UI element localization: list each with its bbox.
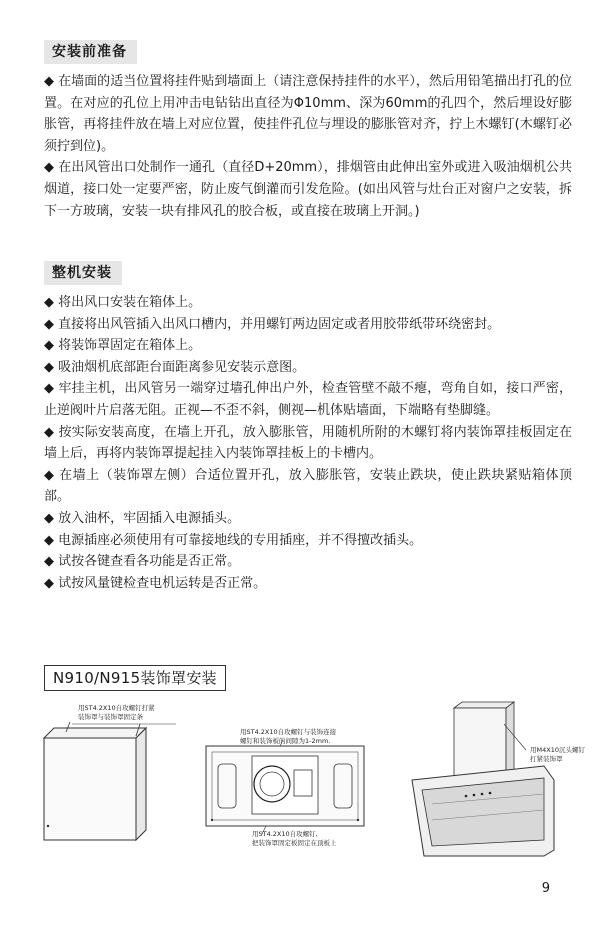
installation-text bbox=[44, 292, 572, 594]
bullet-item: ◆ 吸油烟机底部距台面距离参见安装示意图。 bbox=[44, 357, 572, 379]
bullet-item: ◆ 在出风管出口处制作一通孔（直径D+20mm），排烟管由此伸出室外或进入吸油烟机公共烟道，接口处一定要严密，防止废气倒灌而引发危险。(如出风管与灶台正对窗户之安装，拆下一方玻璃，安装一块有排风孔的胶合板，或直接在玻璃上开洞。) bbox=[44, 157, 572, 222]
bullet-item: ◆ 在墙面的适当位置将挂件贴到墙面上（请注意保持挂件的水平），然后用铅笔描出打孔的位置。在对应的孔位上用冲击电钻钻出直径为Φ10mm、深为60mm的孔四个，然后埋设好膨胀管，再将挂件放在墙上对应位置，使挂件孔位与埋设的膨胀管对齐，拧上木螺钉(木螺钉必须拧到位)。 bbox=[44, 71, 572, 157]
figure2-note-bottom: 用ST4.2X10自攻螺钉, 把装饰罩固定板固定在顶板上 bbox=[252, 830, 337, 847]
page-number: 9 bbox=[541, 881, 550, 896]
figure-cover-box bbox=[36, 700, 186, 850]
bullet-item: ◆ 将装饰罩固定在箱体上。 bbox=[44, 335, 572, 357]
figure3-note: 用M4X10沉头螺钉 打紧装饰罩 bbox=[530, 746, 585, 763]
section-title-preparation: 安装前准备 bbox=[44, 40, 137, 64]
bullet-item: ◆ 试按风量键检查电机运转是否正常。 bbox=[44, 573, 572, 595]
preparation-text bbox=[44, 71, 572, 222]
bullet-item: ◆ 电源插座必须使用有可靠接地线的专用插座，并不得擅改插头。 bbox=[44, 530, 572, 552]
bullet-item: ◆ 直接将出风管插入出风口槽内，并用螺钉两边固定或者用胶带纸带环绕密封。 bbox=[44, 314, 572, 336]
bullet-item: ◆ 牢挂主机，出风管另一端穿过墙孔伸出户外，检查管壁不敲不瘪，弯角自如，接口严密，止逆阀叶片启落无阻。正视—不歪不斜，侧视—机体贴墙面，下端略有垫脚缝。 bbox=[44, 378, 572, 421]
bullet-item: ◆ 放入油杯，牢固插入电源插头。 bbox=[44, 508, 572, 530]
bullet-item: ◆ 按实际安装高度，在墙上开孔，放入膨胀管，用随机所附的木螺钉将内装饰罩挂板固定在墙上后，再将内装饰罩提起挂入内装饰罩挂板上的卡槽内。 bbox=[44, 422, 572, 465]
section-title-cover-installation: N910/N915装饰罩安装 bbox=[44, 665, 226, 691]
bullet-item: ◆ 在墙上（装饰罩左侧）合适位置开孔，放入膨胀管，安装止跌块，使止跌块紧贴箱体顶部。 bbox=[44, 465, 572, 508]
figure-range-hood bbox=[404, 700, 564, 860]
figure-top-view bbox=[200, 740, 370, 836]
bullet-item: ◆ 将出风口安装在箱体上。 bbox=[44, 292, 572, 314]
figure2-note-top: 用ST4.2X10自攻螺钉与装饰连接 螺钉和装饰板的间隙为1-2mm. bbox=[240, 728, 337, 745]
figure1-note: 用ST4.2X10自攻螺钉打紧 装饰罩与装饰罩固定条 bbox=[78, 704, 155, 721]
bullet-item: ◆ 试按各键查看各功能是否正常。 bbox=[44, 551, 572, 573]
section-title-installation: 整机安装 bbox=[44, 261, 122, 285]
